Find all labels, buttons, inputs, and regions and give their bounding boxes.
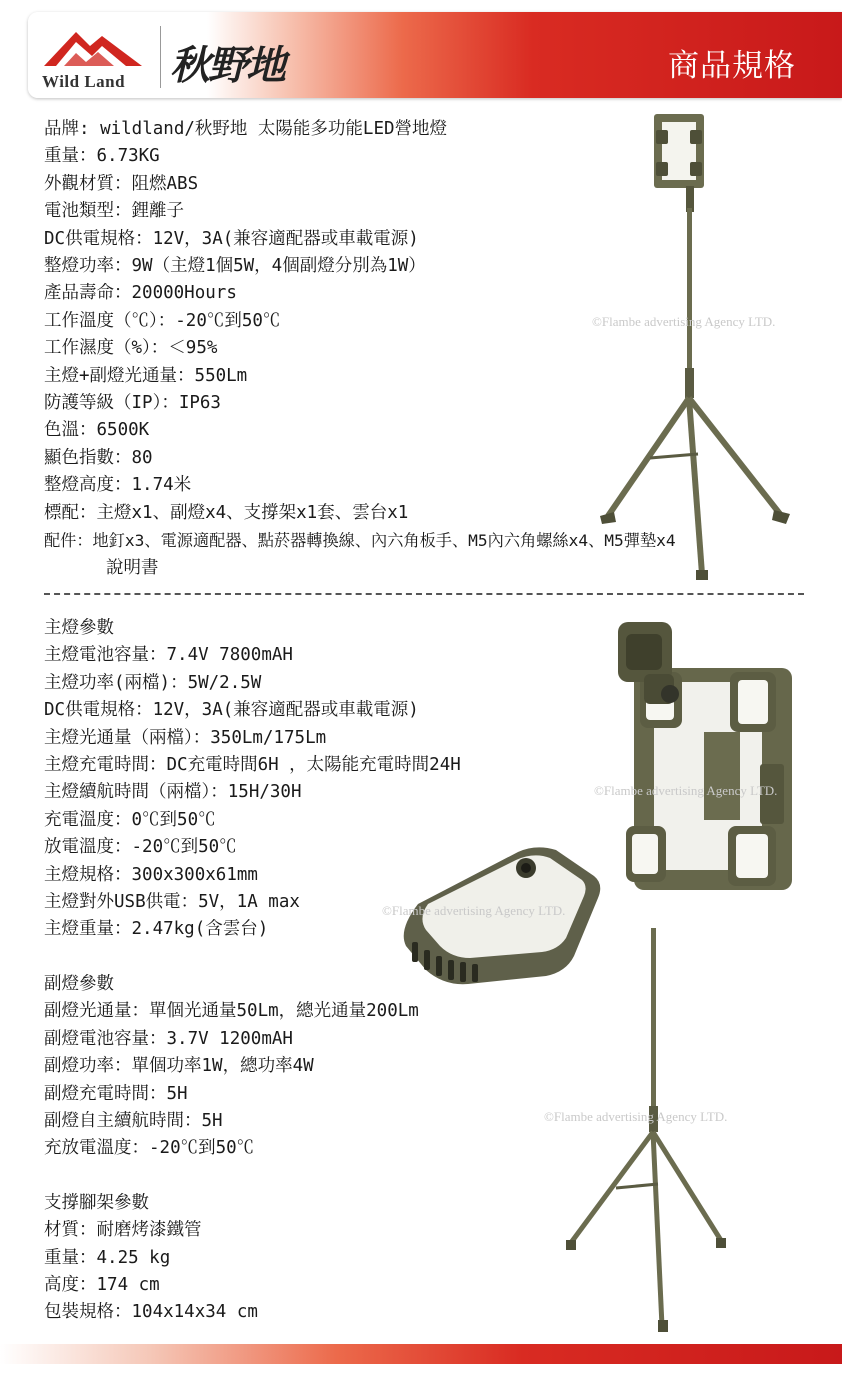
spec-line: 主燈續航時間（兩檔）：15H/30H <box>44 782 302 803</box>
spec-line: 產品壽命：20000Hours <box>44 283 237 304</box>
spec-line: 高度：174 cm <box>44 1274 160 1295</box>
spec-line: 品牌: wildland/秋野地 太陽能多功能LED營地燈 <box>44 119 448 139</box>
watermark: ©Flambe advertising Agency LTD. <box>592 314 776 329</box>
spec-line: 副燈自主續航時間：5H <box>44 1110 223 1131</box>
spec-line: 副燈光通量：單個光通量50Lm，總光通量200Lm <box>44 1001 419 1022</box>
spec-line: 重量：6.73KG <box>44 146 160 167</box>
page-title: 商品規格 <box>668 48 796 84</box>
spec-line: DC供電規格：12V，3A(兼容適配器或車載電源) <box>44 228 419 249</box>
spec-line: 放電溫度：-20℃到50℃ <box>44 837 237 858</box>
spec-line: 副燈充電時間：5H <box>44 1083 188 1104</box>
section-divider <box>44 593 804 595</box>
spec-line: 整燈功率：9W（主燈1個5W，4個副燈分別為1W） <box>44 256 426 277</box>
logo-text: Wild Land <box>42 72 126 91</box>
spec-line: 主燈重量：2.47kg(含雲台) <box>44 919 269 940</box>
spec-line: 工作溫度（℃）：-20℃到50℃ <box>44 310 281 331</box>
spec-line: 主燈光通量（兩檔）：350Lm/175Lm <box>44 727 327 748</box>
spec-line: 主燈+副燈光通量：550Lm <box>44 365 248 386</box>
spec-line: 副燈功率：單個功率1W，總功率4W <box>44 1056 314 1077</box>
spec-line: DC供電規格：12V，3A(兼容適配器或車載電源) <box>44 700 419 721</box>
spec-line: 顯色指數：80 <box>44 447 153 468</box>
main-panel-lamp-image <box>604 616 798 894</box>
spec-line: 防護等級（IP）：IP63 <box>44 393 221 414</box>
watermark: ©Flambe advertising Agency LTD. <box>594 783 778 798</box>
spec-line: 包裝規格：104x14x34 cm <box>44 1302 258 1323</box>
spec-line: 整燈高度：1.74米 <box>44 475 192 496</box>
logo-divider <box>160 26 161 88</box>
general-specs <box>44 116 676 582</box>
section-heading-main-light: 主燈參數 <box>44 618 114 638</box>
spec-line: 配件：地釘x3、電源適配器、點菸器轉換線、內六角板手、M5內六角螺絲x4、M5彈墊x4 <box>44 531 676 551</box>
spec-line: 工作濕度（%）：＜95% <box>44 338 218 359</box>
spec-line: 充電溫度：0℃到50℃ <box>44 809 216 830</box>
spec-line: 主燈電池容量：7.4V 7800mAH <box>44 645 293 666</box>
spec-line: 電池類型：鋰離子 <box>44 201 184 222</box>
spec-line: 重量：4.25 kg <box>44 1247 171 1268</box>
spec-line: 外觀材質：阻燃ABS <box>44 173 199 194</box>
spec-line: 主燈功率(兩檔)：5W/2.5W <box>44 672 262 693</box>
spec-line-continuation: 說明書 <box>106 557 159 578</box>
lower-specs <box>44 615 461 1327</box>
watermark: ©Flambe advertising Agency LTD. <box>382 903 566 918</box>
spec-line: 主燈規格：300x300x61mm <box>44 864 258 885</box>
spec-line: 主燈對外USB供電：5V，1A max <box>44 892 300 913</box>
wildland-mountain-logo <box>42 22 146 74</box>
footer-bar <box>0 1344 842 1364</box>
spec-line: 主燈充電時間：DC充電時間6H ，太陽能充電時間24H <box>44 755 461 776</box>
spec-line: 副燈電池容量：3.7V 1200mAH <box>44 1028 293 1049</box>
section-heading-tripod: 支撐腳架參數 <box>44 1192 149 1213</box>
spec-line: 標配：主燈x1、副燈x4、支撐架x1套、雲台x1 <box>44 502 409 523</box>
spec-line: 色溫：6500K <box>44 420 150 441</box>
spec-line: 材質：耐磨烤漆鐵管 <box>44 1220 202 1241</box>
tripod-stand-image <box>554 926 760 1336</box>
section-heading-sub-light: 副燈參數 <box>44 973 114 994</box>
watermark: ©Flambe advertising Agency LTD. <box>544 1109 728 1124</box>
spec-line: 充放電溫度：-20℃到50℃ <box>44 1138 255 1159</box>
brand-calligraphy: 秋野地 <box>170 42 284 89</box>
header-banner <box>28 12 842 98</box>
